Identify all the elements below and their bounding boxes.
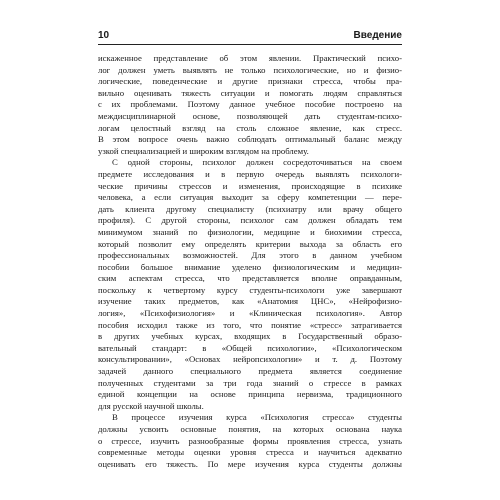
text-line: дать клиента другому специалисту (психиатру или врачу общего [98,203,402,214]
paragraph [98,412,402,470]
page-number: 10 [98,30,110,41]
text-line: человека, а если ситуация выходит за сферу компетенции — пере- [98,192,402,203]
text-line: изучение таких предметов, как «Анатомия ЦНС», «Нейрофизио- [98,296,402,307]
paragraph [98,53,402,157]
body-text [98,53,402,470]
text-line: должны усвоить основные понятия, на которых основана наука [98,424,402,434]
text-line: профессиональных возможностей. Для этого в данном учебном [98,250,402,261]
text-line: В процессе изучения курса «Психология стресса» студенты [112,412,402,423]
text-line: о стрессе, изучить разнообразные формы проявления стресса, узнать [98,435,402,446]
running-head [98,27,402,45]
text-line: ческие причины стрессов и изменения, происходящие в психике [98,180,402,191]
text-line: В этом вопросе очень важно соблюдать оптимальный баланс между [98,134,402,145]
text-line: оценивать его тяжесть. По мере изучения курса студенты должны [98,458,402,469]
text-line: вильно оценивать тяжесть ситуации и помогать людям справляться [98,87,402,98]
paragraph [98,157,402,412]
text-line: единой концепции на основе принципа нервизма, традиционного [98,389,402,400]
section-title: Введение [353,30,402,41]
text-line: профиля). С другой стороны, психолог сам должен обладать тем [98,215,402,226]
text-line: минимумом знаний по физиологии, медицине и биохимии стресса, [98,226,402,237]
text-line: пособия исходил также из того, что понятие «стресс» затрагивается [98,319,402,330]
text-line: узкой специализацией и широким взглядом на проблему. [98,145,309,156]
text-line: задачей данного специального предмета является соединение [98,366,402,377]
text-line: лог должен уметь выявлять не только психологические, но и физио- [98,64,402,75]
text-line: который позволит ему определять критерии выхода за область его [98,238,402,249]
text-line: междисциплинарной основе, позволяющей дать студентам-психо- [98,110,402,121]
text-line: пособии большое внимание уделено физиологическим и медицин- [98,261,402,272]
text-line: поскольку к четвертому курсу студенты-психологи уже завершают [98,284,402,295]
text-line: в других учебных курсах, входящих в Государственный образо- [98,331,402,342]
text-line: С одной стороны, психолог должен сосредоточиваться на своем [112,157,402,168]
text-line: современные методы оценки уровня стресса и научиться адекватно [98,447,402,458]
text-line: с их проблемами. Поэтому данное учебное пособие построено на [98,99,402,110]
text-line: логия», «Психофизиология» и «Клиническая психология». Автор [98,308,402,319]
text-line: полученных студентами за три года знаний о стрессе в рамках [98,377,402,388]
text-line: предмете исследования и в первую очередь выявлять психологи- [98,168,402,179]
text-line: логические, поведенческие и другие признаки стресса, чтобы пра- [98,76,402,87]
text-line: искаженное представление об этом явлении. Практический психо- [98,53,402,63]
header-rule [98,44,402,45]
text-line: вательный стандарт: в «Общей психологии», «Психологическом [98,342,402,353]
text-line: ским аспектам стресса, что представляется вполне оправданным, [98,273,402,284]
text-line: консультировании», «Основах нейропсихологии» и т. д. Поэтому [98,354,402,365]
text-line: логам целостный взгляд на столь сложное явление, как стресс. [98,122,402,133]
text-line: для русской научной школы. [98,400,204,411]
